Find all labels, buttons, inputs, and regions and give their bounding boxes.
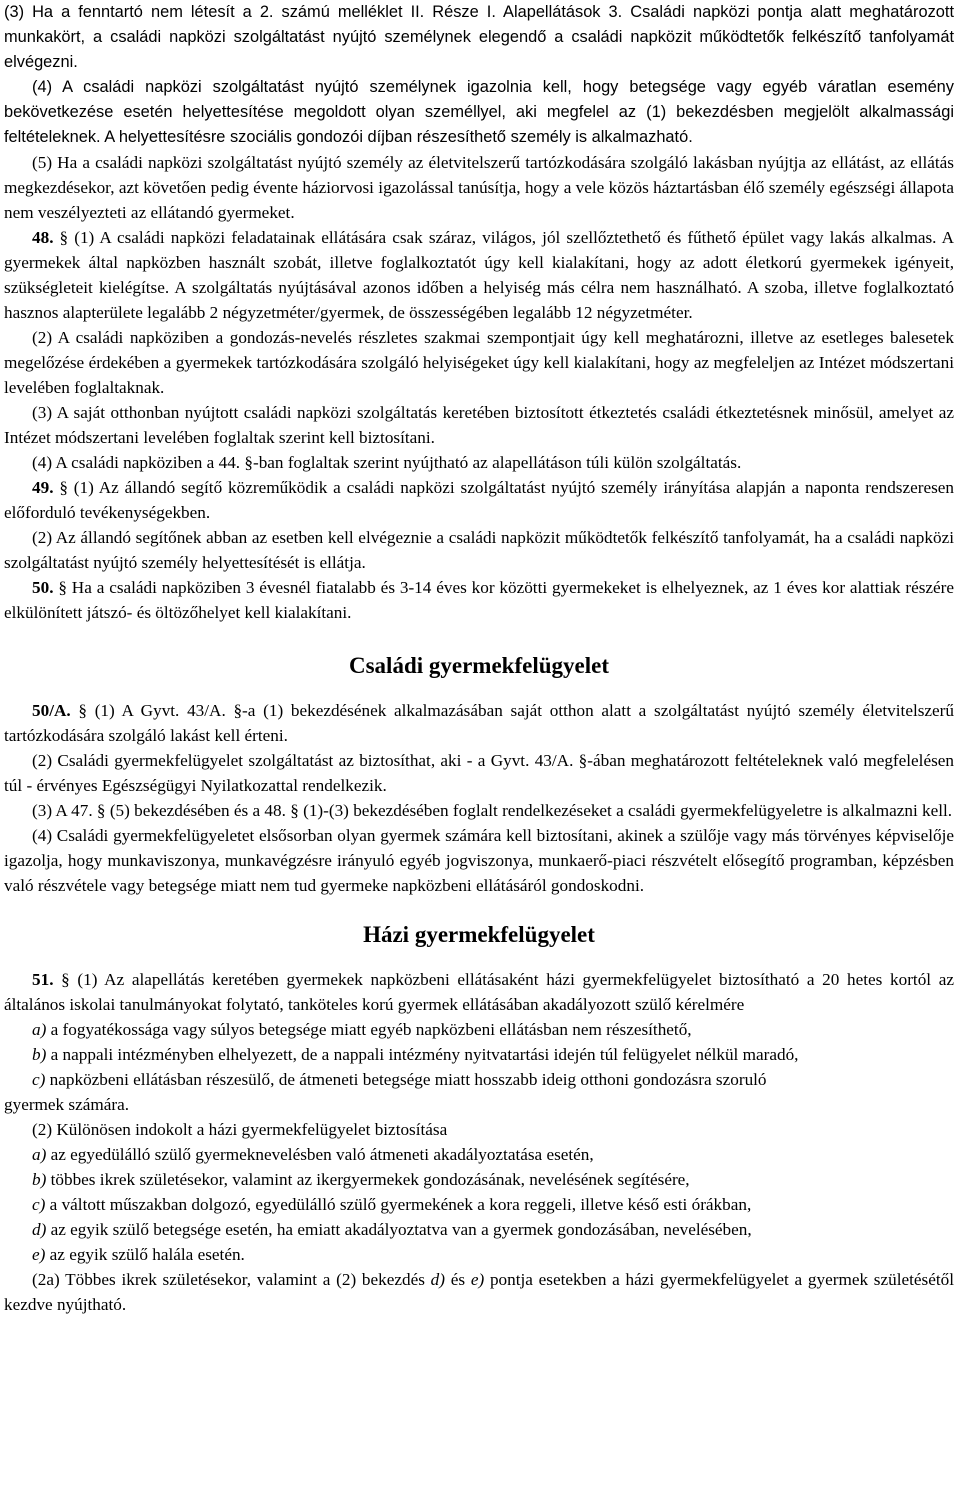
paragraph-50a-3: (3) A 47. § (5) bekezdésében és a 48. § (1)-(3) bekezdésében foglalt rendelkezéseket a családi gyermekfelügyeletre is alkalmazni kell. xyxy=(32,801,953,820)
item-letter: e) xyxy=(470,1270,485,1289)
item-text: az egyik szülő betegsége esetén, ha emiatt akadályoztatva van a gyermek gondozásában, nevelésében, xyxy=(46,1220,752,1239)
paragraph-47-5: (5) Ha a családi napközi szolgáltatást nyújtó személy az életvitelszerű tartózkodására szolgáló lakásban nyújtja az ellátást, az ellátás megkezdésekor, azt követően pedig évente háziorvosi igazolással tanúsítja, hogy a vele közös háztartásban élő személy egészségi állapota nem veszélyezteti az ellátandó gyermeket. xyxy=(4,153,954,222)
item-text: többes ikrek születésekor, valamint az ikergyermekek gondozásának, nevelésének segítésére, xyxy=(46,1170,690,1189)
paragraph-text: (2a) Többes ikrek születésekor, valamint a (2) bekezdés xyxy=(32,1270,431,1289)
paragraph-text: § (1) Az állandó segítő közreműködik a családi napközi szolgáltatást nyújtó személy irányítása alapján a naponta rendszeresen előforduló tevékenységekben. xyxy=(4,478,954,522)
item-letter: d) xyxy=(430,1270,445,1289)
item-letter: c) xyxy=(32,1195,46,1214)
item-text: az egyedülálló szülő gyermeknevelésben való átmeneti akadályoztatása esetén, xyxy=(46,1145,594,1164)
list-item xyxy=(4,1242,954,1267)
item-letter: b) xyxy=(32,1045,47,1064)
item-letter: d) xyxy=(32,1220,47,1239)
paragraph-text: § (1) Az alapellátás keretében gyermekek napközbeni ellátásaként házi gyermekfelügyelet biztosítható a 20 hetes kortól az általános iskolai tanulmányokat folytató, tanköteles korú gyermek ellátásában akadályozott szülő kérelmére xyxy=(4,970,954,1014)
paragraph-47-3: (3) Ha a fenntartó nem létesít a 2. számú melléklet II. Része I. Alapellátások 3. Családi napközi pontja alatt meghatározott munkakört, a családi napközi szolgáltatást nyújtó személynek elegendő a családi napközit működtetők felkészítő tanfolyamát elvégezni. xyxy=(4,3,954,71)
list-item xyxy=(4,1042,954,1067)
paragraph-50a-1 xyxy=(4,698,954,748)
paragraph-47-4: (4) A családi napközi szolgáltatást nyújtó személynek igazolnia kell, hogy betegsége vagy egyéb váratlan esemény bekövetkezése esetén helyettesítése megoldott olyan személlyel, aki megfelel az (1) bekezdésben megjelölt alkalmassági feltételeknek. A helyettesítésre szociális gondozói díjban részesíthető személy is alkalmazható. xyxy=(4,78,954,146)
list-item xyxy=(4,1067,954,1092)
paragraph-48-2: (2) A családi napköziben a gondozás-nevelés részletes szakmai szempontjait úgy kell meghatározni, illetve az esetleges balesetek megelőzése érdekében a gyermekek tartózkodására szolgáló helyiségeket úgy kell kialakítani, hogy az megfeleljen az Intézet módszertani levelében foglaltaknak. xyxy=(4,328,954,397)
item-letter: e) xyxy=(32,1245,46,1264)
item-letter: a) xyxy=(32,1020,47,1039)
item-text: a váltott műszakban dolgozó, egyedülálló szülő gyermekének a kora reggeli, illetve késő esti órákban, xyxy=(45,1195,752,1214)
item-text: a fogyatékossága vagy súlyos betegsége miatt egyéb napközbeni ellátásban nem részesíthető, xyxy=(46,1020,692,1039)
paragraph-50a-2: (2) Családi gyermekfelügyelet szolgáltatást az biztosíthat, aki - a Gyvt. 43/A. §-ában meghatározott feltételeknek való megfelelésen túl - érvényes Egészségügyi Nyilatkozattal rendelkezik. xyxy=(4,751,954,795)
paragraph-text: § (1) A családi napközi feladatainak ellátására csak száraz, világos, jól szellőztethető és fűthető épület vagy lakás alkalmas. A gyermekek által napközben használt szobát, illetve foglalkoztatót úgy kell kialakítani, hogy az adott életkorú gyermekek igényeit, szükségleteit kielégítse. A szolgáltatás nyújtásával azonos időben a helyiség más célra nem használható. A szoba, illetve foglalkoztató hasznos alapterülete legalább 2 négyzetméter/gyermek, de összességében legalább 12 négyzetméter. xyxy=(4,228,954,322)
paragraph-text: és xyxy=(445,1270,471,1289)
paragraph-text: pontja esetekben a házi gyermekfelügyelet a gyermek születésétől kezdve nyújtható. xyxy=(4,1270,954,1314)
list-item xyxy=(4,1142,954,1167)
paragraph-51-1 xyxy=(4,967,954,1017)
heading-hazi-gyermekfelugyelet: Házi gyermekfelügyelet xyxy=(363,922,595,947)
item-letter: b) xyxy=(32,1170,47,1189)
paragraph-50a-4: (4) Családi gyermekfelügyeletet elsősorban olyan gyermek számára kell biztosítani, akinek a szülője vagy más törvényes képviselője igazolja, hogy munkaviszonya, munkavégzésre irányuló egyéb jogviszonya, munkaerő-piaci részvételt elősegítő programban, képzésben való részvétele vagy betegsége miatt nem tud gyermeke napközbeni ellátásáról gondoskodni. xyxy=(4,826,954,895)
paragraph-48-4: (4) A családi napköziben a 44. §-ban foglaltak szerint nyújtható az alapellátáson túli külön szolgáltatás. xyxy=(32,453,742,472)
paragraph-text: § Ha a családi napköziben 3 évesnél fiatalabb és 3-14 éves kor közötti gyermekeket is elhelyeznek, az 1 éves kor alattiak részére elkülönített játszó- és öltözőhelyet kell kialakítani. xyxy=(4,578,954,622)
paragraph-48-3: (3) A saját otthonban nyújtott családi napközi szolgáltatás keretében biztosított étkeztetés családi étkeztetésnek minősül, amelyet az Intézet módszertani levelében foglaltak szerint kell biztosítani. xyxy=(4,403,954,447)
paragraph-51-1-trailing: gyermek számára. xyxy=(4,1095,130,1114)
paragraph-50 xyxy=(4,575,954,625)
list-item xyxy=(4,1167,954,1192)
heading-csaladi-gyermekfelugyelet: Családi gyermekfelügyelet xyxy=(349,653,609,678)
paragraph-51-2a xyxy=(4,1267,954,1317)
paragraph-51-2: (2) Különösen indokolt a házi gyermekfelügyelet biztosítása xyxy=(32,1120,448,1139)
list-item xyxy=(4,1217,954,1242)
paragraph-49-2: (2) Az állandó segítőnek abban az esetben kell elvégeznie a családi napközit működtetők felkészítő tanfolyamát, ha a családi napközi szolgáltatást nyújtó személy helyettesítését is ellátja. xyxy=(4,528,954,572)
section-number: 48. xyxy=(32,228,54,247)
item-letter: c) xyxy=(32,1070,46,1089)
list-item xyxy=(4,1017,954,1042)
section-number: 50/A. xyxy=(32,701,71,720)
section-number: 49. xyxy=(32,478,54,497)
list-item xyxy=(4,1192,954,1217)
section-number: 50. xyxy=(32,578,54,597)
paragraph-49-1 xyxy=(4,475,954,525)
item-letter: a) xyxy=(32,1145,47,1164)
item-text: a nappali intézményben elhelyezett, de a nappali intézmény nyitvatartási idején túl felügyelet nélkül maradó, xyxy=(46,1045,799,1064)
paragraph-48-1 xyxy=(4,225,954,325)
section-number: 51. xyxy=(32,970,54,989)
item-text: az egyik szülő halála esetén. xyxy=(45,1245,245,1264)
paragraph-text: § (1) A Gyvt. 43/A. §-a (1) bekezdésének alkalmazásában saját otthon alatt a szolgáltatást nyújtó személy életvitelszerű tartózkodására szolgáló lakást kell érteni. xyxy=(4,701,954,745)
item-text: napközbeni ellátásban részesülő, de átmeneti betegsége miatt hosszabb ideig otthoni gondozásra szoruló xyxy=(45,1070,767,1089)
